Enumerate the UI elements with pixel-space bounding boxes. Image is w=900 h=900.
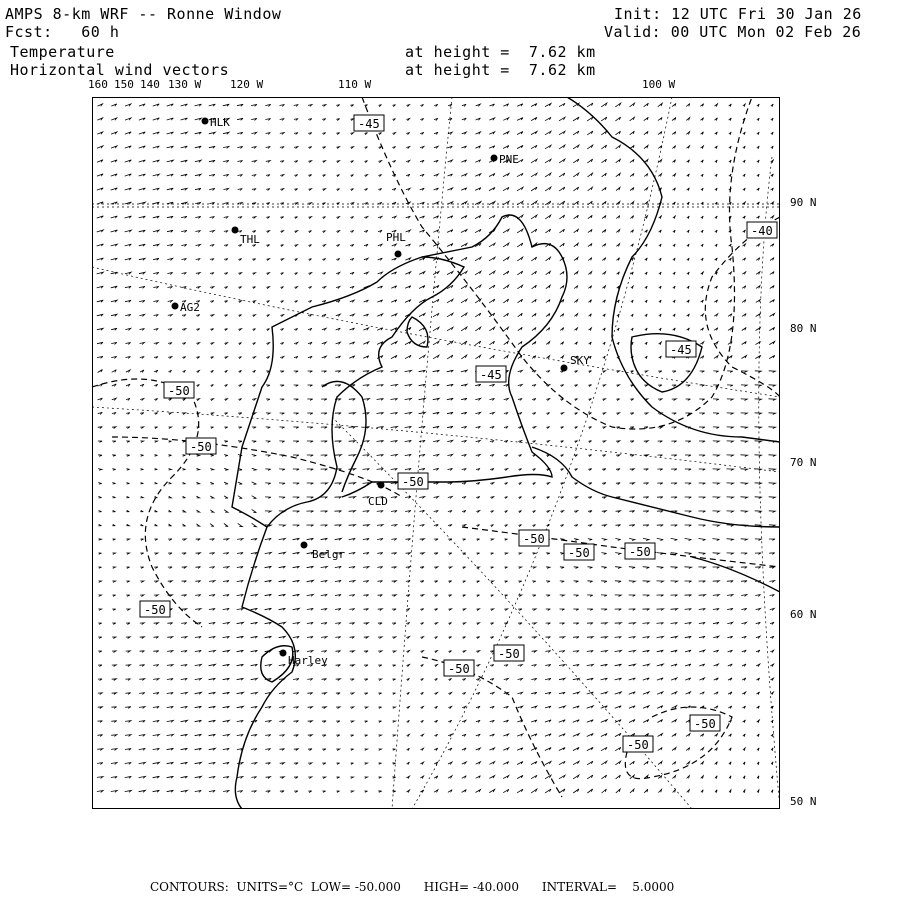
forecast-hour: Fcst: 60 h <box>5 23 120 41</box>
contour-label-10 <box>625 543 655 559</box>
valid-time: Valid: 00 UTC Mon 02 Feb 26 <box>604 23 862 41</box>
lon-label-160: 160 <box>88 78 108 91</box>
contour-label-8 <box>519 530 549 546</box>
lat-label-60n: 60 N <box>790 608 817 621</box>
station-thl-label: THL <box>240 233 260 246</box>
svg-text:-45: -45 <box>358 117 380 131</box>
station-cld-label: CLD <box>368 495 388 508</box>
svg-text:-50: -50 <box>448 662 470 676</box>
svg-text:-50: -50 <box>190 440 212 454</box>
contour-label-11 <box>140 601 170 617</box>
station-pne-marker <box>491 155 498 162</box>
svg-text:-45: -45 <box>670 343 692 357</box>
contour-label-4 <box>476 366 506 382</box>
svg-text:-50: -50 <box>144 603 166 617</box>
station-sky-label: SKY <box>570 354 590 367</box>
station-harley-label: Harley <box>288 654 328 667</box>
svg-text:-40: -40 <box>751 224 773 238</box>
lat-label-80n: 80 N <box>790 322 817 335</box>
contour-label-2 <box>747 222 777 238</box>
svg-text:-50: -50 <box>498 647 520 661</box>
map-plot-area <box>92 97 780 809</box>
contour-label-9 <box>564 544 594 560</box>
contour-label-12 <box>494 645 524 661</box>
contour-label-13 <box>444 660 474 676</box>
contour-label-15 <box>623 736 653 752</box>
station-thl-marker <box>232 227 239 234</box>
lon-label-130w: 130 W <box>168 78 202 91</box>
station-cld-marker <box>378 482 385 489</box>
station-hlk-label: HLK <box>210 116 230 129</box>
svg-text:-50: -50 <box>568 546 590 560</box>
lat-label-90n: 90 N <box>790 196 817 209</box>
station-ag2-marker <box>172 303 179 310</box>
contour-label-5 <box>164 382 194 398</box>
contour-label-3 <box>666 341 696 357</box>
station-belgr-marker <box>301 542 308 549</box>
svg-text:-50: -50 <box>168 384 190 398</box>
station-ag2-label: AG2 <box>180 301 200 314</box>
lon-label-150: 150 <box>114 78 134 91</box>
field-wind: Horizontal wind vectors <box>10 61 230 79</box>
init-time: Init: 12 UTC Fri 30 Jan 26 <box>614 5 862 23</box>
station-harley-marker <box>280 650 287 657</box>
contour-legend: CONTOURS: UNITS=°C LOW= -50.000 HIGH= -40.000 INTERVAL= 5.0000 <box>150 880 675 894</box>
map-canvas <box>92 97 780 809</box>
lon-label-100w: 100 W <box>642 78 676 91</box>
svg-text:-50: -50 <box>523 532 545 546</box>
field-wind-height: at height = 7.62 km <box>405 61 596 79</box>
station-pne-label: PNE <box>499 153 519 166</box>
lat-label-50n: 50 N <box>790 795 817 808</box>
svg-text:-50: -50 <box>402 475 424 489</box>
svg-text:-45: -45 <box>480 368 502 382</box>
contour-label-14 <box>690 715 720 731</box>
lat-label-70n: 70 N <box>790 456 817 469</box>
contour-label-1 <box>354 115 384 131</box>
lon-label-110w: 110 W <box>338 78 372 91</box>
station-phl-label: PHL <box>386 231 406 244</box>
svg-text:-50: -50 <box>627 738 649 752</box>
station-belgr-label: Belgr <box>312 548 346 561</box>
station-sky-marker <box>561 365 568 372</box>
station-hlk-marker <box>202 118 209 125</box>
station-phl-marker <box>395 251 402 258</box>
field-temperature-height: at height = 7.62 km <box>405 43 596 61</box>
contour-label-7 <box>398 473 428 489</box>
svg-text:-50: -50 <box>629 545 651 559</box>
lon-label-140: 140 <box>140 78 160 91</box>
contour-label-6 <box>186 438 216 454</box>
model-title: AMPS 8-km WRF -- Ronne Window <box>5 5 282 23</box>
lon-label-120w: 120 W <box>230 78 264 91</box>
svg-text:-50: -50 <box>694 717 716 731</box>
field-temperature: Temperature <box>10 43 115 61</box>
